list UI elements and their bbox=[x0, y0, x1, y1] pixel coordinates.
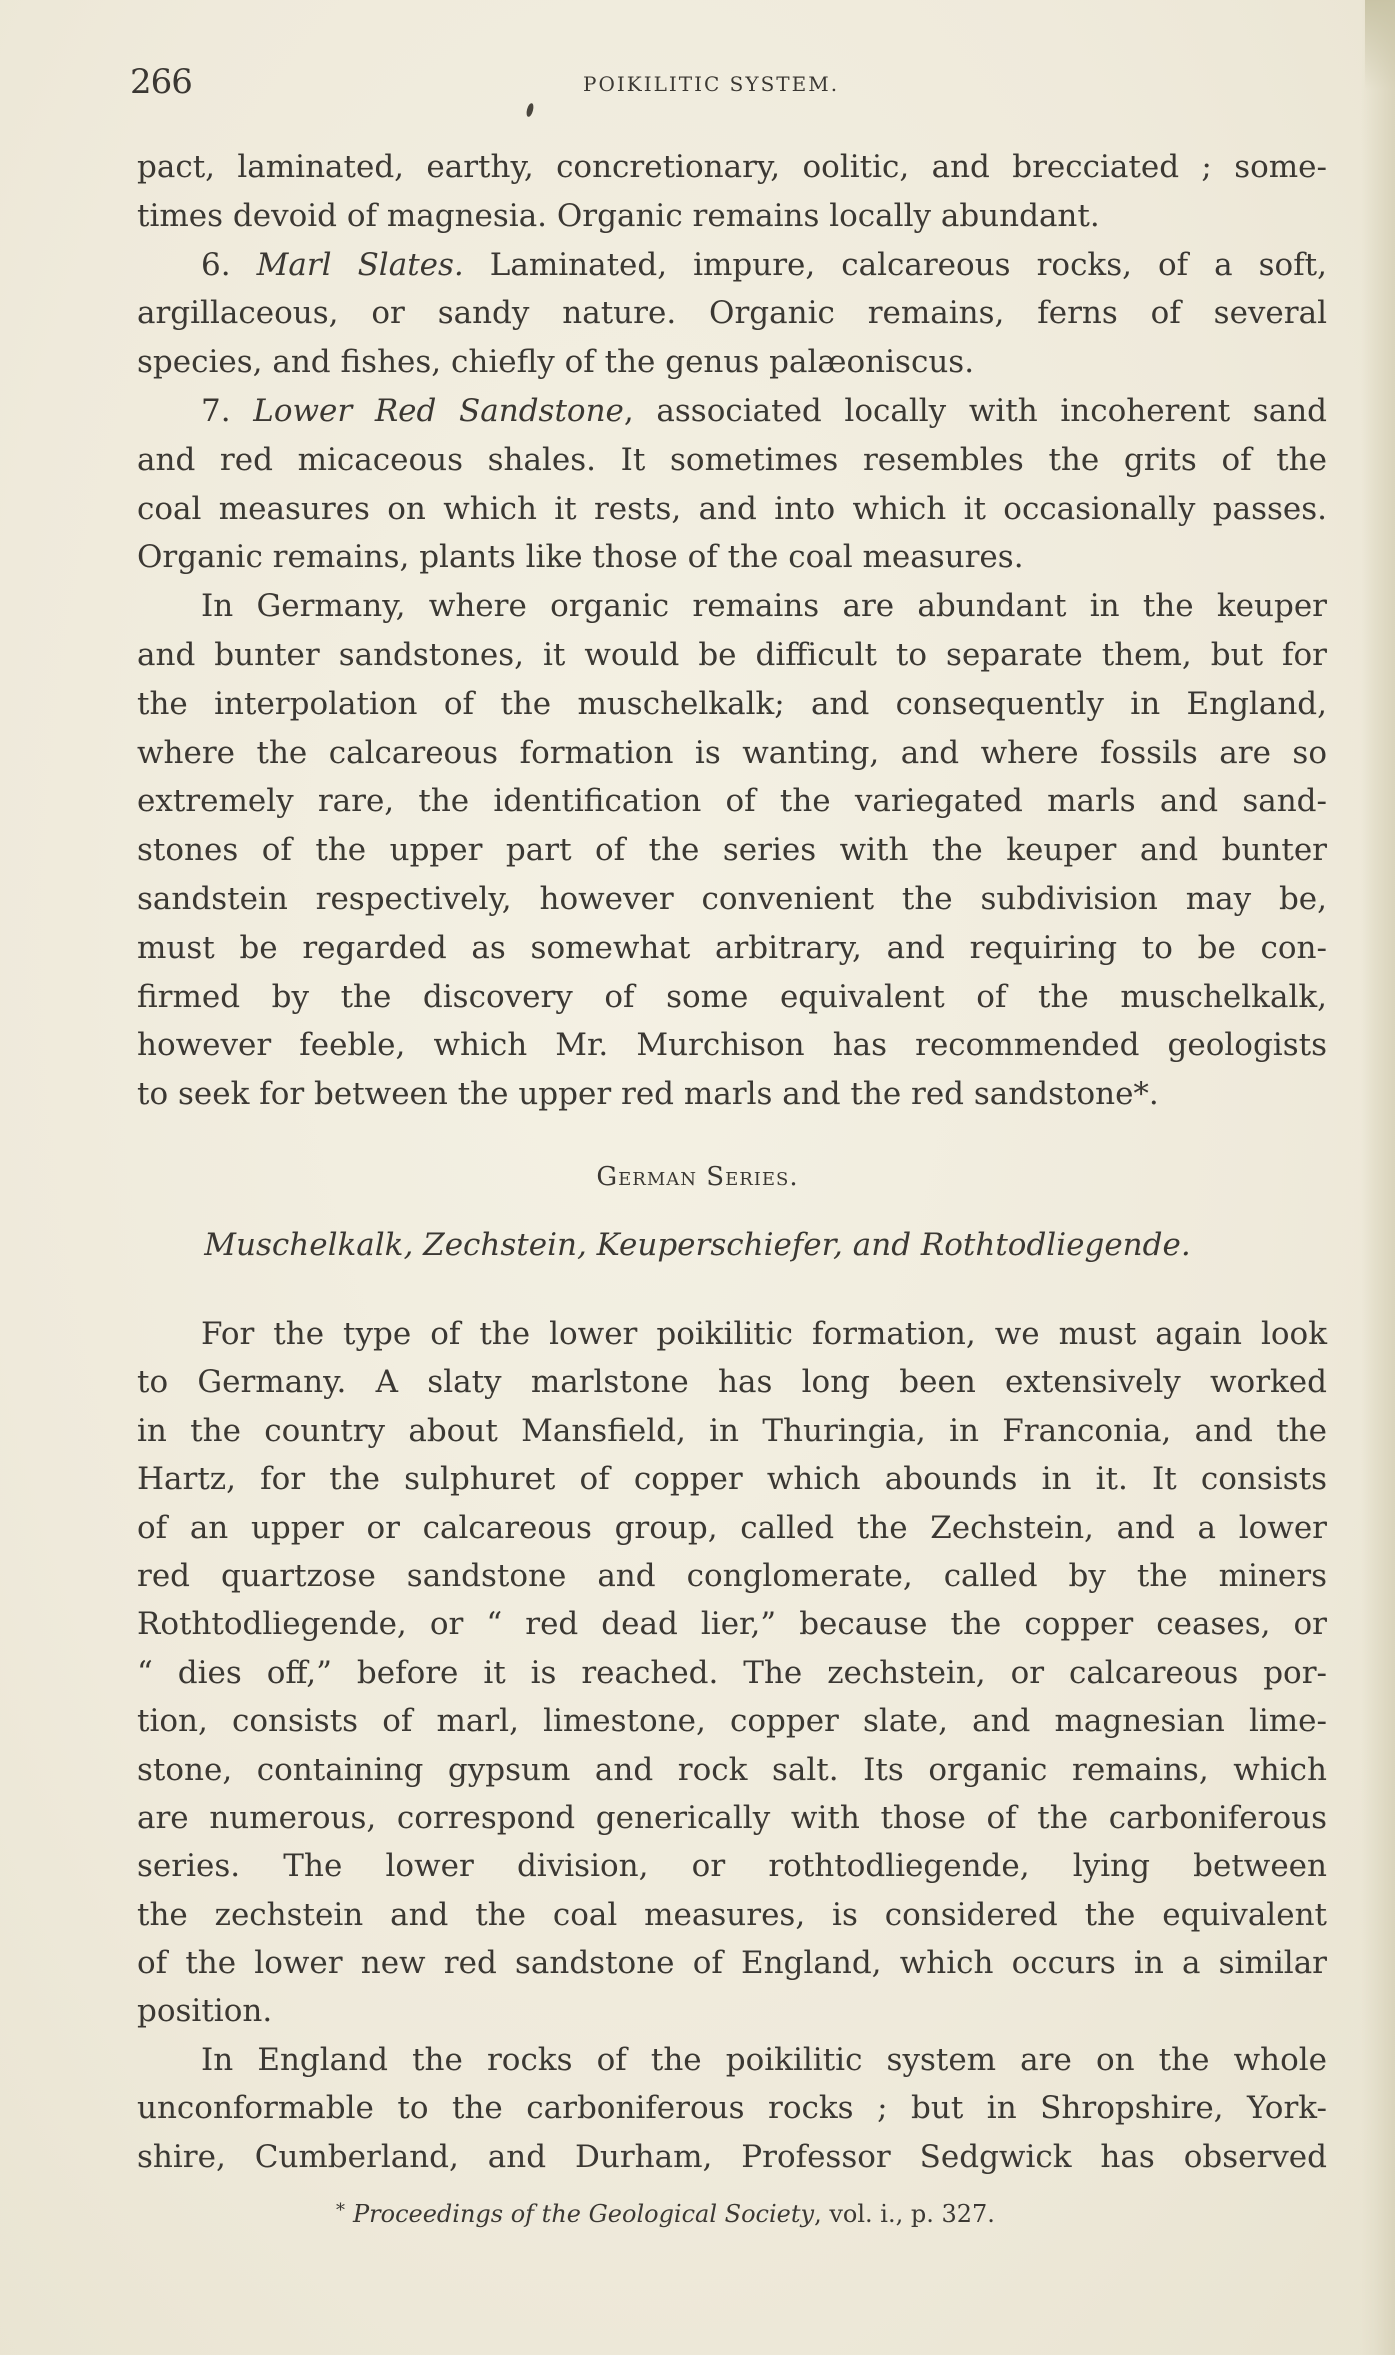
text-line bbox=[137, 1987, 1327, 2035]
running-head: POIKILITIC SYSTEM. bbox=[583, 72, 840, 96]
section-title: German Series. bbox=[596, 1162, 799, 1192]
text-line bbox=[137, 1455, 1327, 1503]
text-line bbox=[137, 1504, 1327, 1552]
text-line bbox=[137, 2084, 1327, 2132]
line-text: “ dies off,” before it is reached. The zechstein, or calcareous por- bbox=[137, 1654, 1327, 1691]
line-text: extremely rare, the identification of the variegated marls and sand- bbox=[137, 783, 1327, 820]
line-text: position. bbox=[137, 1993, 273, 2030]
line-text: to seek for between the upper red marls and the red sandstone*. bbox=[137, 1076, 1159, 1113]
line-text: tion, consists of marl, limestone, copper slate, and magnesian lime- bbox=[137, 1703, 1327, 1740]
line-text: In Germany, where organic remains are abundant in the keuper bbox=[201, 588, 1327, 625]
text-line bbox=[137, 1939, 1327, 1987]
footnote bbox=[336, 2200, 995, 2228]
line-text: sandstein respectively, however convenient the subdivision may be, bbox=[137, 880, 1327, 917]
line-text: coal measures on which it rests, and into which it occasionally passes. bbox=[137, 490, 1327, 527]
text-line bbox=[137, 582, 1327, 631]
line-text: in the country about Mansfield, in Thuringia, in Franconia, and the bbox=[137, 1412, 1327, 1449]
item-term: Lower Red Sandstone bbox=[253, 392, 624, 429]
text-line bbox=[137, 1600, 1327, 1648]
text-line bbox=[137, 1358, 1327, 1406]
line-text: and red micaceous shales. It sometimes resembles the grits of the bbox=[137, 441, 1327, 478]
text-line bbox=[137, 1794, 1327, 1842]
text-line bbox=[137, 436, 1327, 485]
text-line bbox=[137, 289, 1327, 338]
line-text: times devoid of magnesia. Organic remains locally abundant. bbox=[137, 197, 1100, 234]
text-line bbox=[137, 1891, 1327, 1939]
line-text: In England the rocks of the poikilitic system are on the whole bbox=[201, 2041, 1327, 2078]
line-text: firmed by the discovery of some equivalent of the muschelkalk, bbox=[137, 978, 1327, 1015]
line-text: species, and fishes, chiefly of the genus palæoniscus. bbox=[137, 344, 975, 381]
text-line bbox=[137, 1407, 1327, 1455]
line-text: Hartz, for the sulphuret of copper which abounds in it. It consists bbox=[137, 1461, 1327, 1498]
item-number: 6. bbox=[201, 246, 257, 283]
line-text: For the type of the lower poikilitic formation, we must again look bbox=[201, 1316, 1327, 1352]
text-line bbox=[137, 973, 1327, 1022]
text-line bbox=[137, 1697, 1327, 1745]
text-line bbox=[137, 2036, 1327, 2084]
footnote-citation: , vol. i., p. 327. bbox=[814, 2200, 995, 2228]
line-text: Laminated, impure, calcareous rocks, of a soft, bbox=[463, 246, 1327, 283]
text-line bbox=[137, 1021, 1327, 1070]
page-corner-shadow bbox=[1365, 0, 1395, 90]
line-text: are numerous, correspond generically with those of the carboniferous bbox=[137, 1799, 1327, 1836]
text-line bbox=[137, 1070, 1327, 1119]
text-line bbox=[137, 338, 1327, 387]
line-text: however feeble, which Mr. Murchison has recommended geologists bbox=[137, 1027, 1327, 1064]
text-line bbox=[137, 729, 1327, 778]
line-text: the interpolation of the muschelkalk; and consequently in England, bbox=[137, 685, 1327, 722]
line-text: where the calcareous formation is wanting, and where fossils are so bbox=[137, 734, 1327, 771]
line-text: red quartzose sandstone and conglomerate, called by the miners bbox=[137, 1557, 1327, 1594]
line-text: shire, Cumberland, and Durham, Professor Sedgwick has observed bbox=[137, 2138, 1327, 2175]
line-text: must be regarded as somewhat arbitrary, and requiring to be con- bbox=[137, 929, 1327, 966]
line-text: , associated locally with incoherent sand bbox=[623, 392, 1327, 429]
text-line bbox=[137, 631, 1327, 680]
footnote-source-title: Proceedings of the Geological Society bbox=[353, 2200, 815, 2228]
line-text: Organic remains, plants like those of the coal measures. bbox=[137, 539, 1024, 576]
text-line bbox=[137, 924, 1327, 973]
text-line bbox=[137, 1746, 1327, 1794]
text-line bbox=[137, 485, 1327, 534]
line-text: argillaceous, or sandy nature. Organic remains, ferns of several bbox=[137, 295, 1327, 332]
line-text: and bunter sandstones, it would be difficult to separate them, but for bbox=[137, 636, 1327, 673]
line-text: the zechstein and the coal measures, is considered the equivalent bbox=[137, 1896, 1327, 1933]
line-text: of the lower new red sandstone of England, which occurs in a similar bbox=[137, 1945, 1327, 1982]
body-text-section-2 bbox=[137, 1310, 1327, 2181]
item-term: Marl Slates. bbox=[256, 246, 464, 283]
section-subtitle: Muschelkalk, Zechstein, Keuperschiefer, and Rothtodliegende. bbox=[204, 1227, 1191, 1263]
text-line bbox=[137, 875, 1327, 924]
line-text: stone, containing gypsum and rock salt. Its organic remains, which bbox=[137, 1751, 1327, 1788]
line-text: series. The lower division, or rothtodliegende, lying between bbox=[137, 1848, 1327, 1885]
page-number: 266 bbox=[130, 62, 192, 102]
line-text: Rothtodliegende, or “ red dead lier,” because the copper ceases, or bbox=[137, 1606, 1327, 1643]
text-line bbox=[137, 826, 1327, 875]
line-text: unconformable to the carboniferous rocks ; but in Shropshire, York- bbox=[137, 2090, 1327, 2127]
text-line bbox=[137, 533, 1327, 582]
line-text: pact, laminated, earthy, concretionary, oolitic, and brecciated ; some- bbox=[137, 149, 1327, 185]
text-line bbox=[137, 143, 1327, 192]
text-line bbox=[137, 241, 1327, 290]
body-text-section-1 bbox=[137, 143, 1327, 1119]
item-number: 7. bbox=[201, 392, 254, 429]
line-text: to Germany. A slaty marlstone has long been extensively worked bbox=[137, 1364, 1327, 1401]
page-header bbox=[130, 62, 1325, 108]
footnote-mark: * bbox=[336, 2200, 345, 2221]
line-text: stones of the upper part of the series with the keuper and bunter bbox=[137, 832, 1327, 869]
text-line bbox=[137, 680, 1327, 729]
text-line bbox=[137, 1552, 1327, 1600]
text-line bbox=[137, 777, 1327, 826]
text-line bbox=[137, 1310, 1327, 1358]
text-line bbox=[137, 387, 1327, 436]
text-line bbox=[137, 1842, 1327, 1890]
text-line bbox=[137, 2133, 1327, 2181]
text-line bbox=[137, 1649, 1327, 1697]
line-text: of an upper or calcareous group, called the Zechstein, and a lower bbox=[137, 1509, 1327, 1546]
text-line bbox=[137, 192, 1327, 241]
